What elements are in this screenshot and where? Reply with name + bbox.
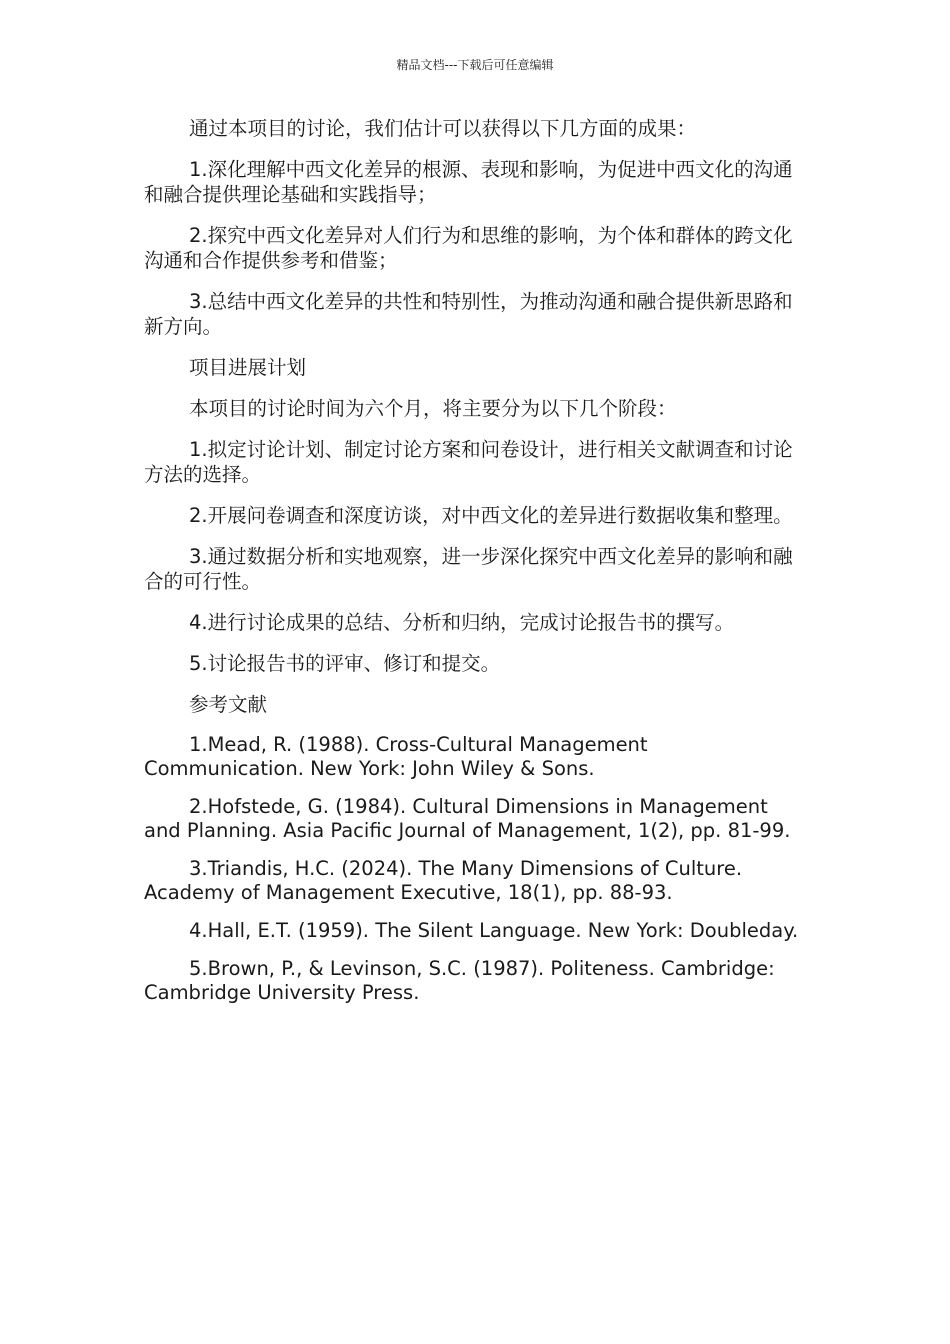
plan-stage-2: 2.开展问卷调查和深度访谈，对中西文化的差异进行数据收集和整理。 — [189, 504, 793, 527]
plan-stage-4: 4.进行讨论成果的总结、分析和归纳，完成讨论报告书的撰写。 — [189, 611, 735, 634]
intro-paragraph: 通过本项目的讨论，我们估计可以获得以下几方面的成果： — [189, 117, 697, 140]
reference-item-1: 1.Mead, R. (1988). Cross-Cultural Management Communication. New York: John Wiley & Sons. — [144, 733, 648, 780]
plan-stage-5: 5.讨论报告书的评审、修订和提交。 — [189, 652, 501, 675]
outcome-item-2: 2.探究中西文化差异对人们行为和思维的影响，为个体和群体的跨文化沟通和合作提供参考和借鉴； — [144, 224, 793, 272]
reference-item-5: 5.Brown, P., & Levinson, S.C. (1987). Politeness. Cambridge: Cambridge University Press. — [144, 957, 775, 1004]
page-header: 精品文档---下载后可任意编辑 — [396, 58, 554, 72]
plan-intro-paragraph: 本项目的讨论时间为六个月，将主要分为以下几个阶段： — [189, 397, 677, 420]
plan-stage-1: 1.拟定讨论计划、制定讨论方案和问卷设计，进行相关文献调查和讨论方法的选择。 — [144, 438, 793, 486]
outcome-item-1: 1.深化理解中西文化差异的根源、表现和影响，为促进中西文化的沟通和融合提供理论基础和实践指导； — [144, 158, 793, 206]
reference-item-4: 4.Hall, E.T. (1959). The Silent Language. New York: Doubleday. — [189, 919, 799, 942]
reference-item-3: 3.Triandis, H.C. (2024). The Many Dimensions of Culture. Academy of Management Executive, 18(1), pp. 88-93. — [144, 857, 743, 904]
document-body — [144, 116, 809, 1019]
plan-stage-3: 3.通过数据分析和实地观察，进一步深化探究中西文化差异的影响和融合的可行性。 — [144, 545, 793, 593]
section-heading-plan: 项目进展计划 — [189, 356, 307, 379]
reference-item-2: 2.Hofstede, G. (1984). Cultural Dimensions in Management and Planning. Asia Pacific Journal of Management, 1(2), pp. 81-99. — [144, 795, 791, 842]
section-heading-references: 参考文献 — [189, 693, 268, 716]
outcome-item-3: 3.总结中西文化差异的共性和特别性，为推动沟通和融合提供新思路和新方向。 — [144, 290, 793, 338]
